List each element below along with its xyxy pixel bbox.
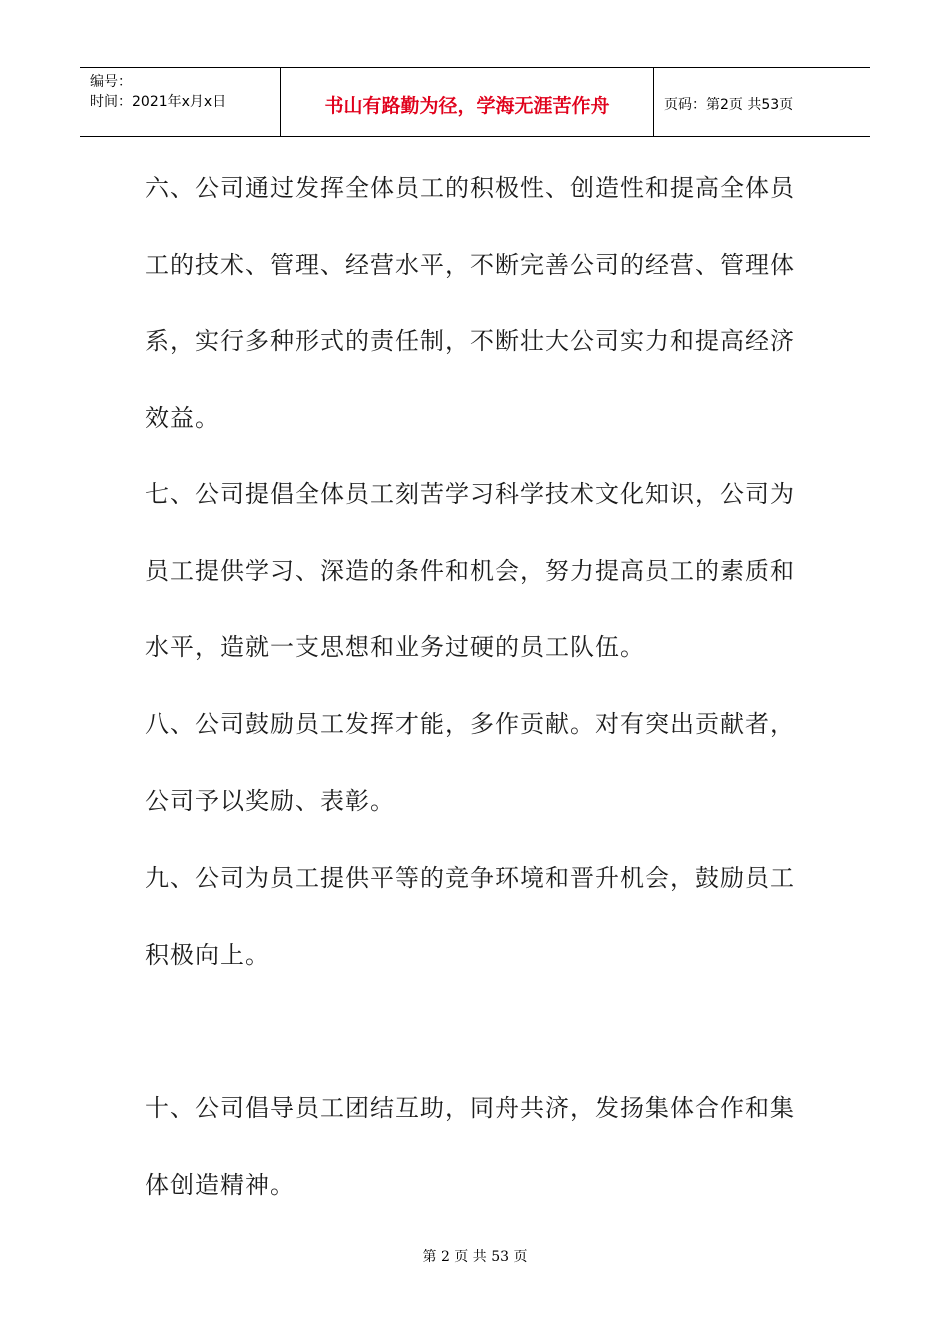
document-time-label: 时间：2021年x月x日 — [90, 94, 227, 110]
paragraph-text: 九、公司为员工提供平等的竞争环境和晋升机会，鼓励员工积极向上。 — [145, 864, 795, 969]
header-meta — [80, 68, 281, 136]
page-header — [80, 67, 870, 137]
paragraph-9 — [145, 840, 795, 993]
paragraph-6 — [145, 150, 795, 456]
page-footer: 第 2 页 共 53 页 — [422, 1249, 528, 1265]
header-motto: 书山有路勤为径，学海无涯苦作舟 — [281, 68, 654, 136]
paragraph-10 — [145, 1070, 795, 1223]
paragraph-text: 七、公司提倡全体员工刻苦学习科学技术文化知识，公司为员工提供学习、深造的条件和机会，努力提高员工的素质和水平，造就一支思想和业务过硬的员工队伍。 — [145, 480, 795, 661]
paragraph-text: 八、公司鼓励员工发挥才能，多作贡献。对有突出贡献者，公司予以奖励、表彰。 — [145, 710, 795, 815]
document-number-label: 编号： — [90, 74, 132, 90]
paragraph-text: 六、公司通过发挥全体员工的积极性、创造性和提高全体员工的技术、管理、经营水平，不断完善公司的经营、管理体系，实行多种形式的责任制，不断壮大公司实力和提高经济效益。 — [145, 174, 795, 432]
header-page-code: 页码：第2页 共53页 — [664, 97, 794, 113]
paragraph-8 — [145, 686, 795, 839]
paragraph-7 — [145, 456, 795, 686]
paragraph-text: 十、公司倡导员工团结互助，同舟共济，发扬集体合作和集体创造精神。 — [145, 1094, 795, 1199]
